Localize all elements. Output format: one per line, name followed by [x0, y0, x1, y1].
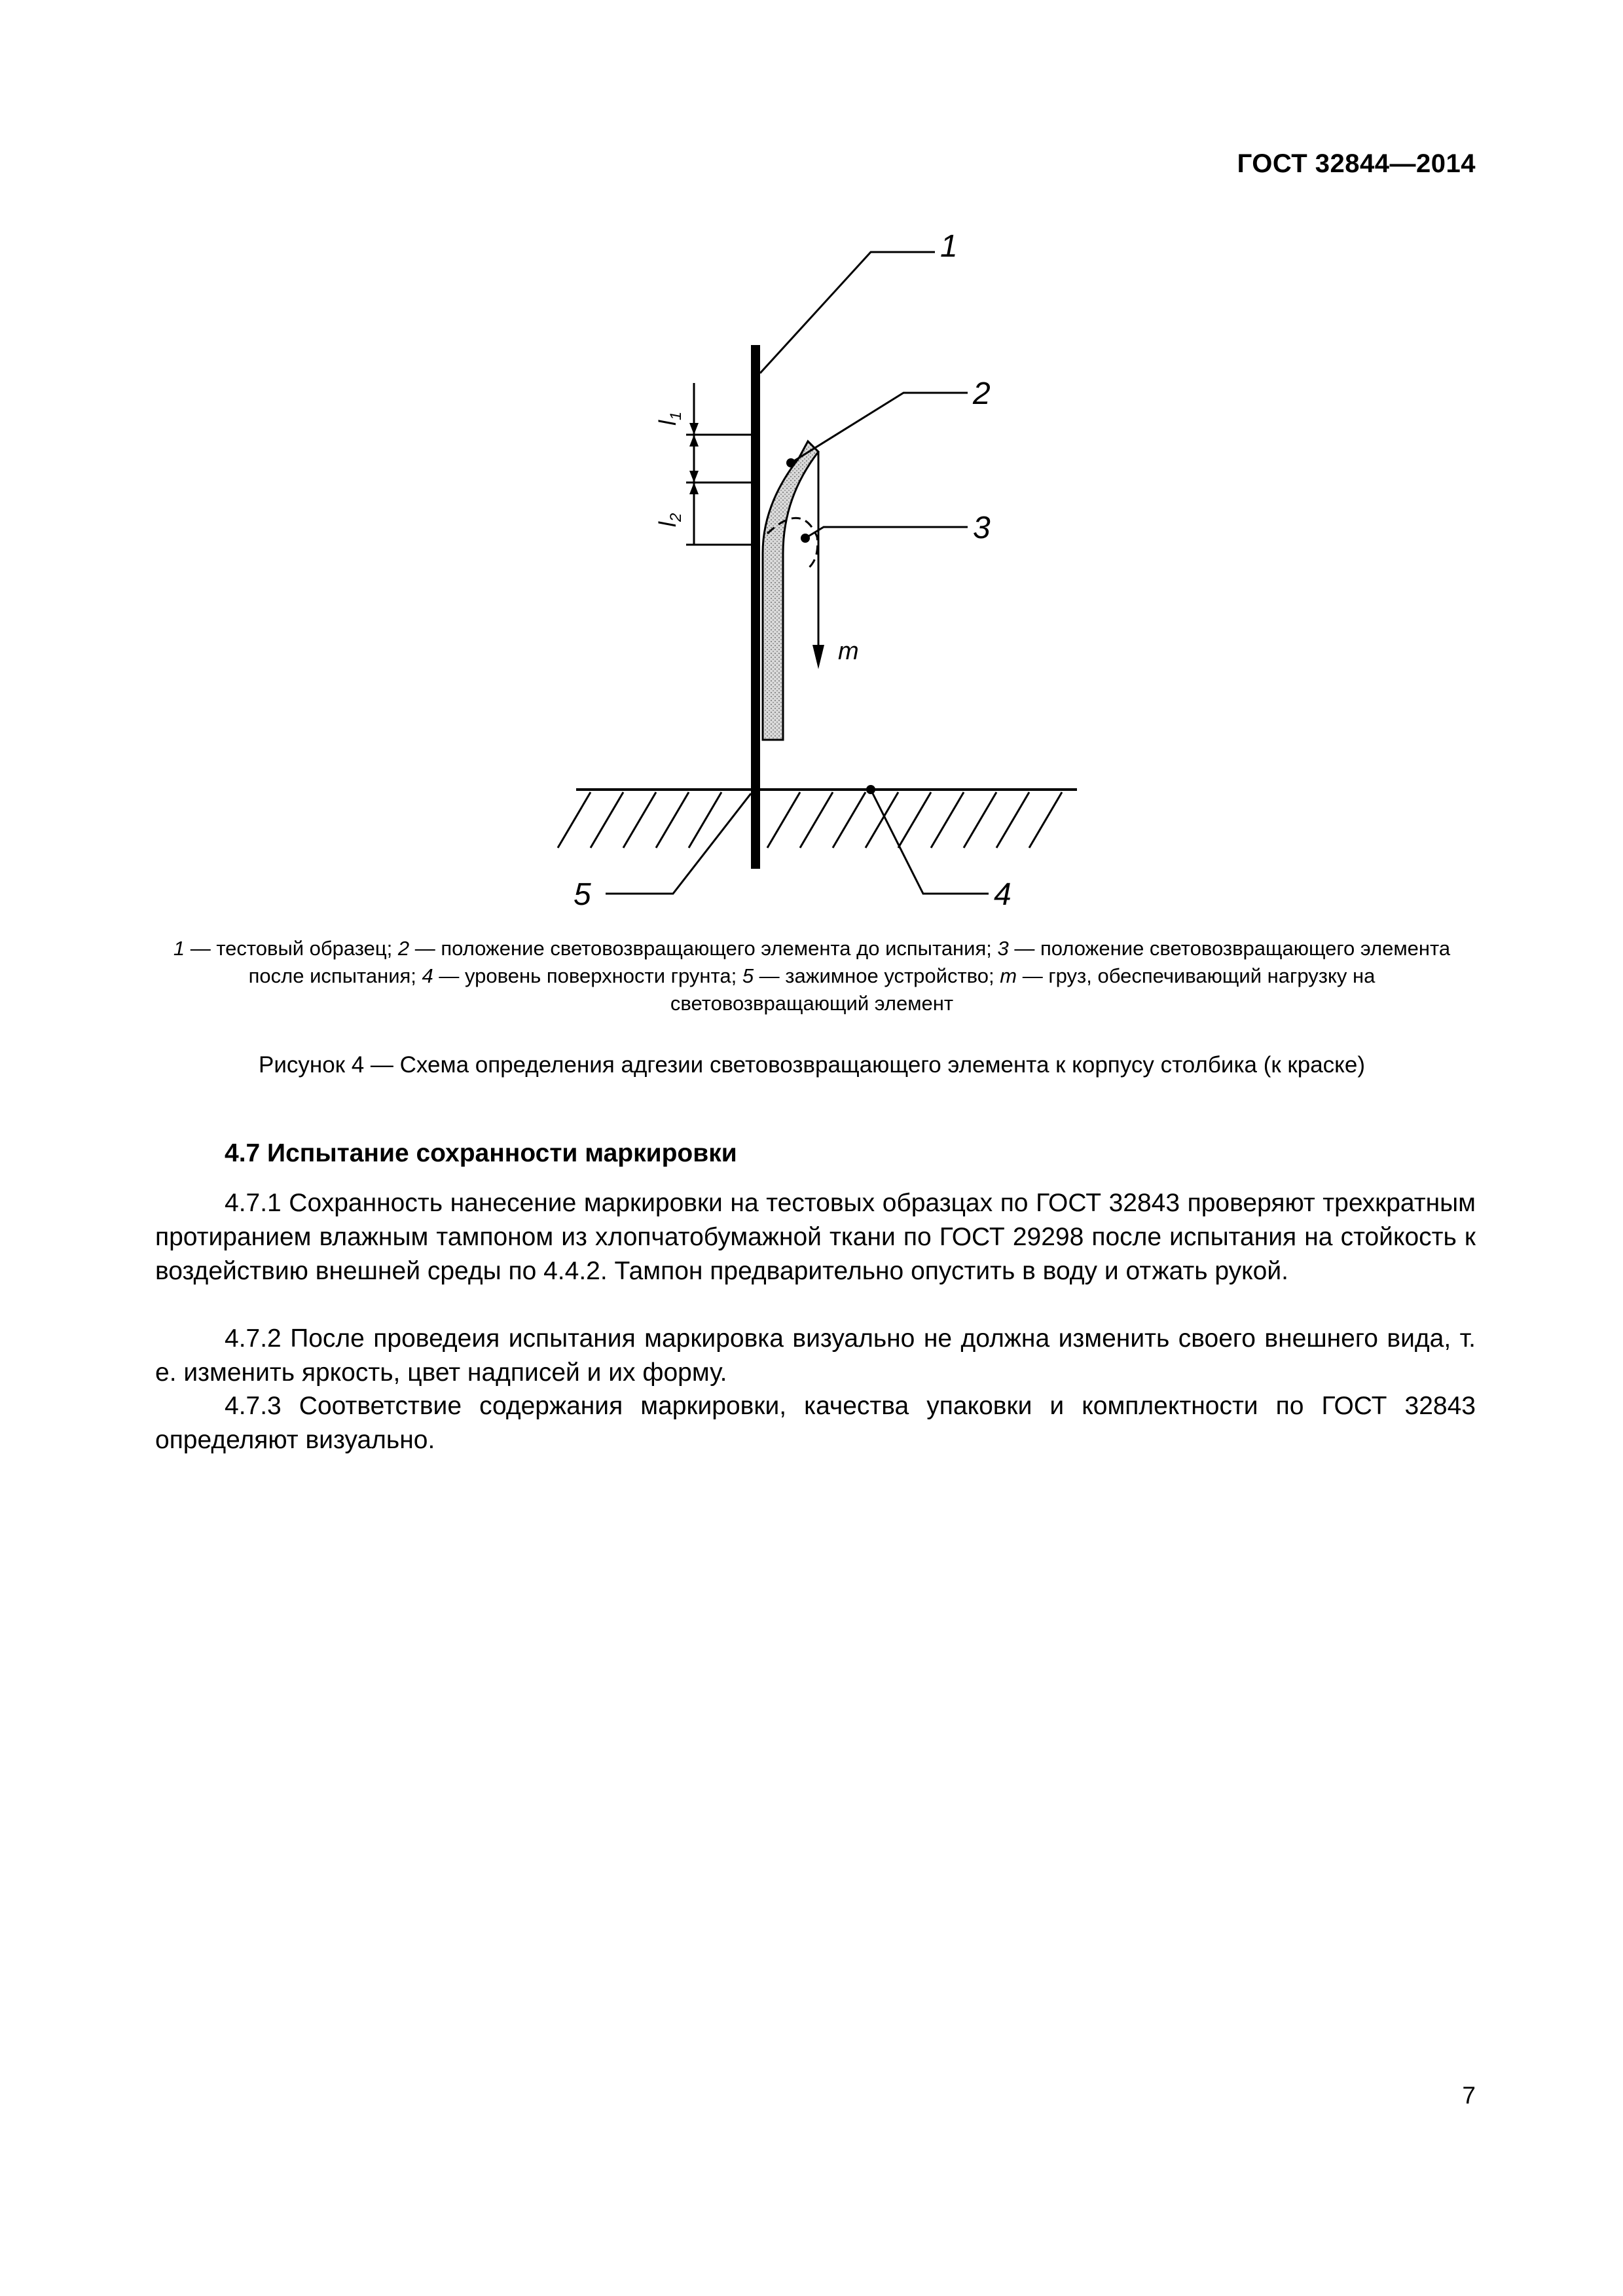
- legend-num-5: 5: [742, 964, 754, 987]
- legend-text-4: — уровень поверхности грунта;: [433, 964, 742, 987]
- callout-1: 1: [940, 229, 958, 264]
- ground-hatching: [558, 792, 1062, 848]
- figure-caption: Рисунок 4 — Схема определения адгезии световозвращающего элемента к корпусу столбика (к краске): [259, 1052, 1365, 1078]
- adhesion-test-diagram: [0, 0, 1623, 917]
- callout-2: 2: [973, 376, 991, 411]
- legend-num-2: 2: [397, 937, 410, 960]
- callout-5: 5: [574, 877, 591, 912]
- paragraph-4-7-1: 4.7.1 Сохранность нанесение маркировки на тестовых образцах по ГОСТ 32843 проверяют трехкратным протиранием влажным тампоном из хлопчатобумажной ткани по ГОСТ 29298 после испытания на стойкость к воздействию внешней среды по 4.4.2. Тампон предварительно опустить в воду и отжать рукой.: [155, 1189, 1476, 1285]
- leader-3: [805, 527, 968, 538]
- legend-text-5: — зажимное устройство;: [754, 964, 1000, 987]
- dimension-lines: [686, 383, 751, 545]
- callout-3: 3: [973, 511, 991, 545]
- document-header: ГОСТ 32844—2014: [1237, 149, 1476, 178]
- legend-num-1: 1: [173, 937, 185, 960]
- reflective-element: [763, 441, 818, 740]
- legend-text-2: — положение световозвращающего элемента до испытания;: [409, 937, 998, 960]
- page-number: 7: [1462, 2082, 1476, 2109]
- legend-text-1: — тестовый образец;: [185, 937, 398, 960]
- leader-1: [760, 252, 935, 373]
- dim-label-l2: $l_2$: [654, 513, 685, 527]
- section-title: 4.7 Испытание сохранности маркировки: [225, 1139, 737, 1167]
- load-arrowhead: [812, 645, 824, 669]
- callout-m: m: [838, 638, 859, 665]
- legend-num-4: 4: [422, 964, 433, 987]
- paragraph-4-7-3: 4.7.3 Соответствие содержания маркировки, качества упаковки и комплектности по ГОСТ 32843 определяют визуально.: [155, 1392, 1476, 1454]
- legend-num-3: 3: [997, 937, 1009, 960]
- legend-text-m: — груз, обеспечивающий нагрузку на световозвращающий элемент: [670, 964, 1376, 1015]
- test-post: [751, 345, 760, 869]
- legend-num-m: m: [1000, 964, 1017, 987]
- leader-4: [871, 790, 989, 894]
- figure-legend: [164, 935, 1460, 1017]
- legend-text-3: — положение световозвращающего элемента после испытания;: [248, 937, 1451, 987]
- dim-label-l1: $l_1$: [654, 411, 685, 426]
- callout-4: 4: [994, 877, 1012, 912]
- paragraph-4-7-2: 4.7.2 После проведеия испытания маркировка визуально не должна изменить своего внешнего вида, т. е. изменить яркость, цвет надписей и их форму.: [155, 1324, 1476, 1387]
